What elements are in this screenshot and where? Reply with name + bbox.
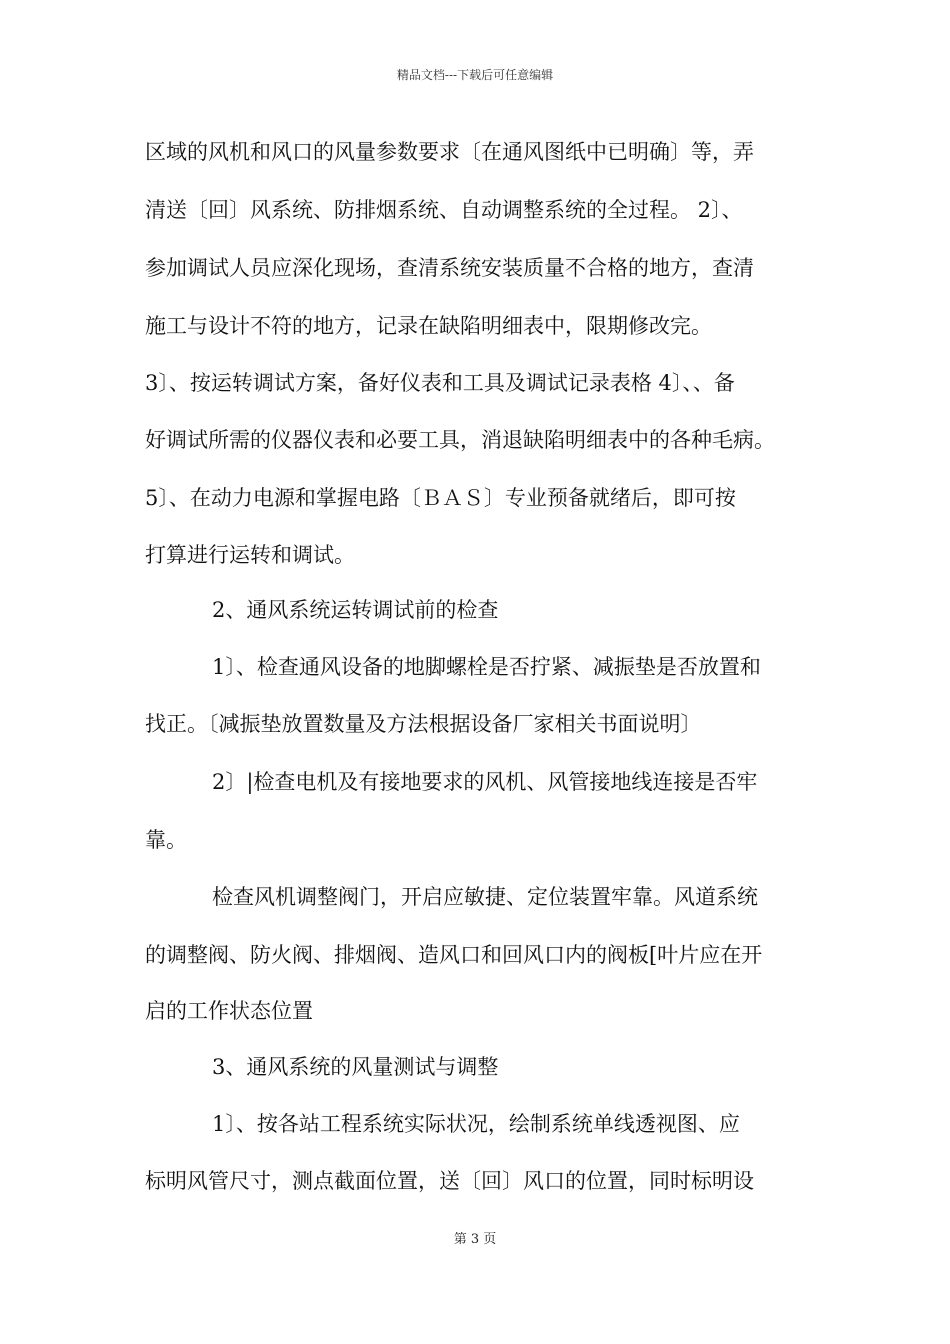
text-line: 好调试所需的仪器仪表和必要工具，消退缺陷明细表中的各种毛病。 [145, 428, 775, 452]
page-header: 精品文档---下载后可任意编辑 [396, 68, 554, 82]
text-line: 5〕、在动力电源和掌握电路〔ＢＡＳ〕专业预备就绪后，即可按 [145, 486, 736, 510]
text-line: 检查风机调整阀门，开启应敏捷、定位装置牢靠。风道系统 [212, 885, 758, 909]
text-line: 启的工作状态位置 [145, 999, 313, 1023]
text-line: 2〕|检查电机及有接地要求的风机、风管接地线连接是否牢 [212, 770, 758, 794]
section-heading: 3、通风系统的风量测试与调整 [212, 1055, 499, 1079]
text-line: 清送〔回〕风系统、防排烟系统、自动调整系统的全过程。 2〕、 [145, 198, 743, 222]
text-line: 3〕、按运转调试方案，备好仪表和工具及调试记录表格 4〕、、备 [145, 371, 735, 395]
text-line: 的调整阀、防火阀、排烟阀、造风口和回风口内的阀板[叶片应在开 [145, 943, 763, 967]
text-line: 靠。 [145, 828, 187, 852]
text-line: 1〕、检查通风设备的地脚螺栓是否拧紧、减振垫是否放置和 [212, 655, 761, 679]
text-line: 区域的风机和风口的风量参数要求〔在通风图纸中已明确〕等，弄 [145, 140, 754, 164]
text-line: 参加调试人员应深化现场，查清系统安装质量不合格的地方，查清 [145, 256, 754, 280]
page-number: 第 3 页 [453, 1232, 497, 1247]
section-heading: 2、通风系统运转调试前的检查 [212, 598, 499, 622]
text-line: 1〕、按各站工程系统实际状况，绘制系统单线透视图、应 [212, 1112, 740, 1136]
text-line: 标明风管尺寸，测点截面位置，送〔回〕风口的位置，同时标明设 [145, 1169, 754, 1193]
text-line: 打算进行运转和调试。 [145, 543, 355, 567]
text-line: 施工与设计不符的地方，记录在缺陷明细表中，限期修改完。 [145, 314, 712, 338]
text-line: 找正。〔减振垫放置数量及方法根据设备厂家相关书面说明〕 [145, 712, 702, 736]
